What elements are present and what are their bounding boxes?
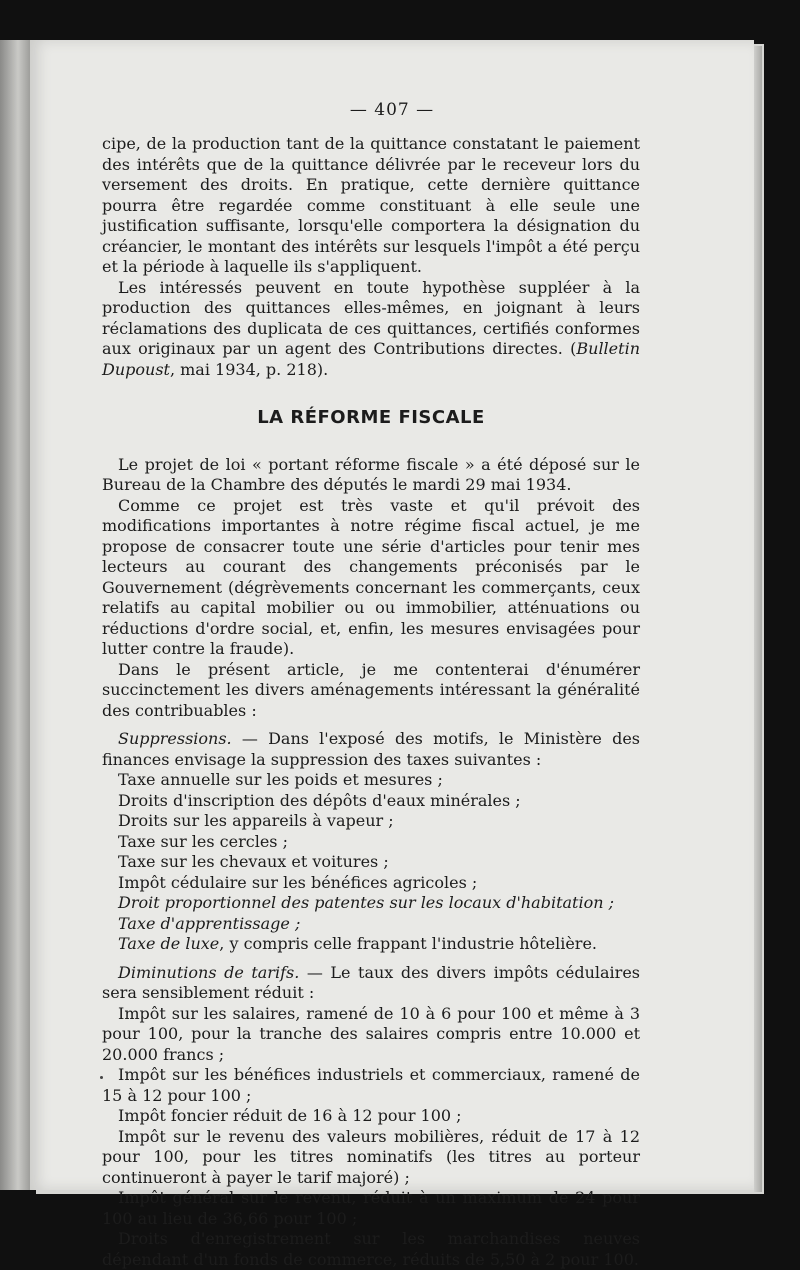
- list-item-label: Taxe de luxe: [118, 934, 219, 953]
- paragraph-text: Les intéressés peuvent en toute hypothèse suppléer à la production des quittances elles-mêmes, en joignant à leurs réclamations des duplicata de ces quittances, certifiés conformes aux originaux par un agent des Contributions directes. (: [102, 278, 640, 359]
- list-item: Taxe sur les chevaux et voitures ;: [102, 852, 640, 873]
- list-item: Impôt général sur le revenu, réduit à un maximum de 24 pour 100 au lieu de 36,66 pour 100 ;: [102, 1188, 640, 1229]
- paragraph: [102, 278, 640, 381]
- paragraph: cipe, de la production tant de la quittance constatant le paiement des intérêts que de la quittance délivrée par le receveur lors du versement des droits. En pratique, cette dernière quittance pourra être regardée comme constituant à elle seule une justification suffisante, lorsqu'elle comportera la désignation du créancier, le montant des intérêts sur lesquels l'impôt a été perçu et la période à laquelle ils s'appliquent.: [102, 134, 640, 278]
- list-item: Taxe d'apprentissage ;: [102, 914, 640, 935]
- list-item: Impôt sur les bénéfices industriels et commerciaux, ramené de 15 à 12 pour 100 ;: [102, 1065, 640, 1106]
- list-item: Droits sur les appareils à vapeur ;: [102, 811, 640, 832]
- page-edge: [754, 46, 762, 1192]
- list-item-text: , y compris celle frappant l'industrie hôtelière.: [219, 934, 597, 953]
- paragraph: Le projet de loi « portant réforme fiscale » a été déposé sur le Bureau de la Chambre des députés le mardi 29 mai 1934.: [102, 455, 640, 496]
- list-item: [102, 934, 640, 955]
- list-item: Droit proportionnel des patentes sur les locaux d'habitation ;: [102, 893, 640, 914]
- page-number: — 407 —: [30, 100, 754, 120]
- paragraph-text: — Dans l'exposé des motifs, le Ministère des finances envisage la suppression des taxes suivantes :: [102, 729, 640, 769]
- subsection-label: Diminutions de tarifs.: [118, 963, 299, 982]
- source-title: Bulletin Dupoust: [102, 339, 640, 379]
- paragraph: Comme ce projet est très vaste et qu'il prévoit des modifications importantes à notre régime fiscal actuel, je me propose de consacrer toute une série d'articles pour tenir mes lecteurs au courant des changements préconisés par le Gouvernement (dégrèvements concernant les commerçants, ceux relatifs au capital mobilier ou ou immobilier, atténuations ou réductions d'ordre social, et, enfin, les mesures envisagées pour lutter contre la fraude).: [102, 496, 640, 660]
- list-item: Impôt foncier réduit de 16 à 12 pour 100 ;: [102, 1106, 640, 1127]
- list-item: Droits d'enregistrement sur les marchandises neuves dépendant d'un fonds de commerce, réduits de 5,50 à 2 pour 100.: [102, 1229, 640, 1270]
- suppressions-list: [102, 770, 640, 955]
- list-item: Taxe sur les cercles ;: [102, 832, 640, 853]
- page-body: [102, 134, 640, 1270]
- list-item: Droits d'inscription des dépôts d'eaux minérales ;: [102, 791, 640, 812]
- diminutions-list: [102, 1004, 640, 1270]
- facing-page-edge: [0, 40, 30, 1190]
- paragraph: [102, 963, 640, 1004]
- paragraph-text: , mai 1934, p. 218).: [170, 360, 328, 379]
- ink-speck: [100, 1076, 103, 1079]
- paragraph: Dans le présent article, je me contenterai d'énumérer succinctement les divers aménagements intéressant la généralité des contribuables :: [102, 660, 640, 722]
- list-item: Taxe annuelle sur les poids et mesures ;: [102, 770, 640, 791]
- paragraph: [102, 729, 640, 770]
- subsection-label: Suppressions.: [118, 729, 232, 748]
- list-item: Impôt cédulaire sur les bénéfices agricoles ;: [102, 873, 640, 894]
- list-item: Impôt sur les salaires, ramené de 10 à 6 pour 100 et même à 3 pour 100, pour la tranche des salaires compris entre 10.000 et 20.000 francs ;: [102, 1004, 640, 1066]
- list-item: Impôt sur le revenu des valeurs mobilières, réduit de 17 à 12 pour 100, pour les titres nominatifs (les titres au porteur continueront à payer le tarif majoré) ;: [102, 1127, 640, 1189]
- paragraph-text: — Le taux des divers impôts cédulaires sera sensiblement réduit :: [102, 963, 640, 1003]
- section-heading: LA RÉFORME FISCALE: [102, 408, 640, 429]
- book-page: [30, 40, 754, 1190]
